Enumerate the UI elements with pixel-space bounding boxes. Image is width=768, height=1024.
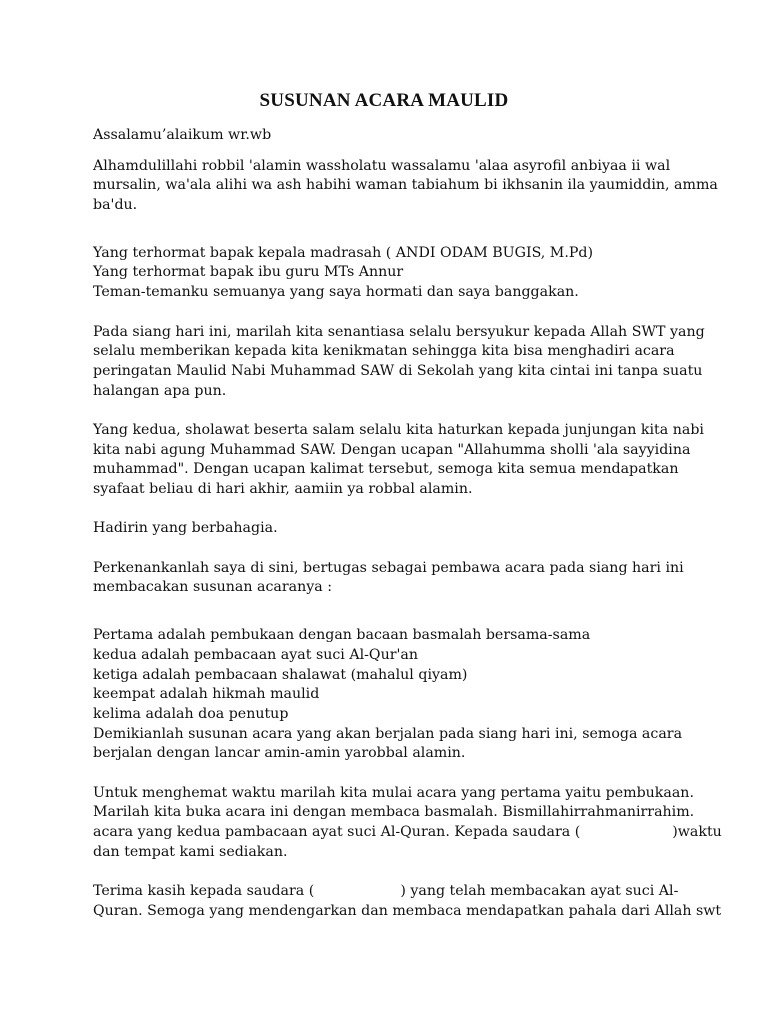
paragraph-line: Untuk menghemat waktu marilah kita mulai acara yang pertama yaitu pembukaan. [93,784,694,801]
line-end-text: ) yang telah membacakan ayat suci Al- [400,883,679,900]
paragraph-line: Teman-temanku semuanya yang saya hormati dan saya banggakan. [93,284,579,301]
document-body [93,126,722,921]
paragraph-line: selalu memberikan kepada kita kenikmatan sehingga kita bisa menghadiri acara [93,343,675,360]
paragraph-line: membacakan susunan acaranya : [93,579,333,596]
opening-paragraph [93,157,718,216]
paragraph-line: dan tempat kami sediakan. [93,843,288,860]
paragraph-line: Perkenankanlah saya di sini, bertugas sebagai pembawa acara pada siang hari ini [93,559,684,576]
paragraph-line: mursalin, wa'ala alihi wa ash habihi waman tabiahum bi ikhsanin ila yaumiddin, amma [93,177,718,194]
thanks-paragraph [93,882,722,921]
paragraph-line: Yang kedua, sholawat beserta salam selalu kita haturkan kepada junjungan kita nabi [93,421,704,438]
agenda-item: keempat adalah hikmah maulid [93,686,320,703]
agenda-item: kedua adalah pembacaan ayat suci Al-Qur'an [93,646,418,663]
paragraph-line [93,823,722,843]
sholawat-paragraph [93,421,704,500]
agenda-item: ketiga adalah pembacaan shalawat (mahalul qiyam) [93,666,468,683]
gratitude-paragraph [93,323,705,402]
agenda-item: berjalan dengan lancar amin-amin yarobbal alamin. [93,745,466,762]
agenda-item: kelima adalah doa penutup [93,705,289,722]
paragraph-line: Marilah kita buka acara ini dengan membaca basmalah. Bismillahirrahmanirrahim. [93,804,695,821]
paragraph-line: Alhamdulillahi robbil 'alamin wassholatu wassalamu 'alaa asyrofil anbiyaa ii wal [93,157,671,174]
audience-line: Hadirin yang berbahagia. [93,520,278,537]
paragraph-line [93,882,683,902]
line-start-text: acara yang kedua pambacaan ayat suci Al-Quran. Kepada saudara ( [93,824,581,840]
document-title: SUSUNAN ACARA MAULID [259,90,509,111]
paragraph-line: syafaat beliau di hari akhir, aamiin ya robbal alamin. [93,481,473,497]
paragraph-line: peringatan Maulid Nabi Muhammad SAW di Sekolah yang kita cintai ini tanpa suatu [93,362,703,379]
paragraph-line: Quran. Semoga yang mendengarkan dan membaca mendapatkan pahala dari Allah swt [93,902,722,919]
line-end-text: )waktu [672,824,722,840]
paragraph-line: Yang terhormat bapak ibu guru MTs Annur [93,264,404,281]
paragraph-line: ba'du. [93,197,138,214]
agenda-item: Pertama adalah pembukaan dengan bacaan basmalah bersama-sama [93,627,591,644]
introduction-paragraph [93,559,683,598]
line-start-text: Terima kasih kepada saudara ( [93,883,315,900]
paragraph-line: Yang terhormat bapak kepala madrasah ( ANDI ODAM BUGIS, M.Pd) [93,244,593,261]
agenda-list [93,626,683,764]
salutations-paragraph [93,244,683,303]
paragraph-line: muhammad". Dengan ucapan kalimat tersebut, semoga kita semua mendapatkan [93,461,679,478]
paragraph-line: kita nabi agung Muhammad SAW. Dengan ucapan "Allahumma sholli 'ala sayyidina [93,441,691,458]
paragraph-line: halangan apa pun. [93,382,227,399]
greeting-line: Assalamu’alaikum wr.wb [93,127,272,143]
opening-event-paragraph [93,784,722,863]
paragraph-line: Pada siang hari ini, marilah kita senantiasa selalu bersyukur kepada Allah SWT yang [93,323,705,340]
agenda-item: Demikianlah susunan acara yang akan berjalan pada siang hari ini, semoga acara [93,725,683,742]
